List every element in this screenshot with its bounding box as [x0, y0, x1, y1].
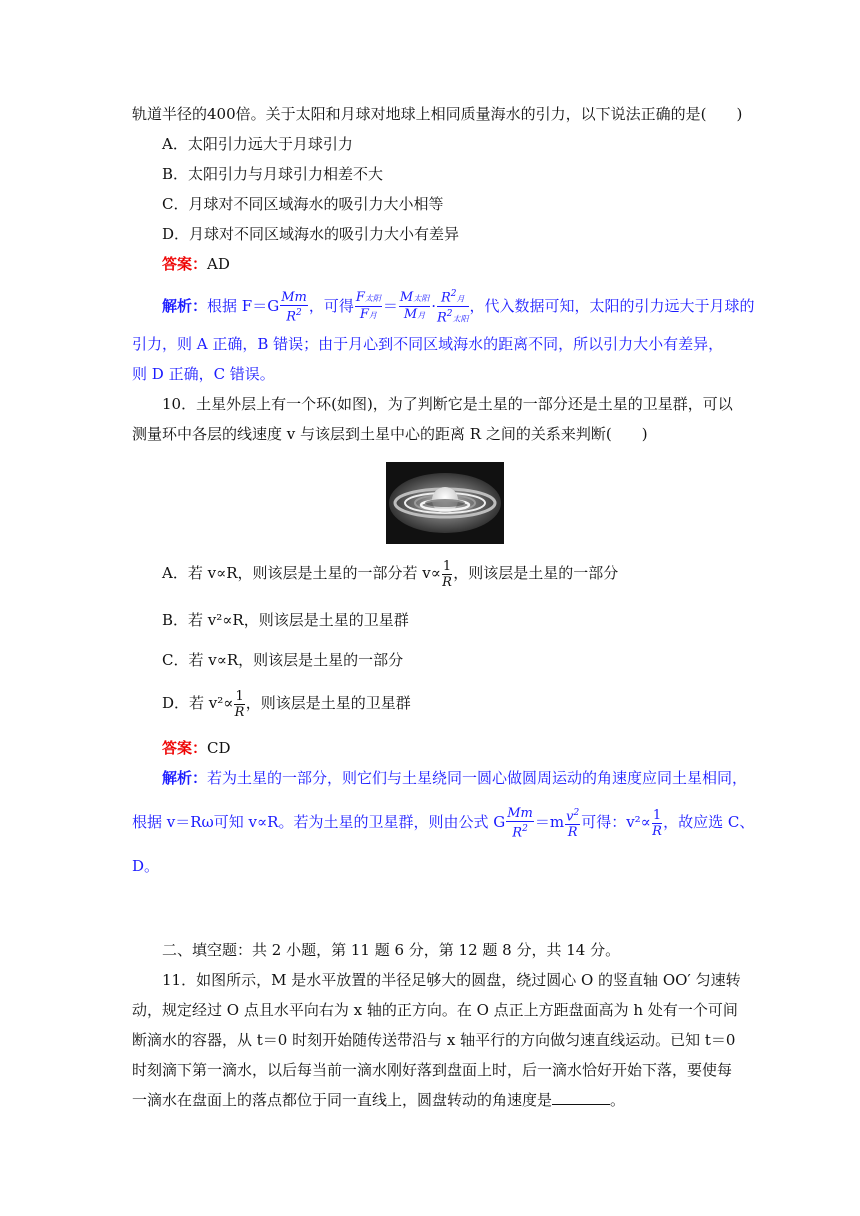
- q9-analysis-line1: 解析：根据 F＝G $\frac{Mm}{R^2}$ ，可得 $\frac{\text{F太阳}}{\text{F月}}$ ＝ $\frac{\text{M太阳}}{\text{M月}}$ · $\frac{R^2月}{R^2太阳}$ ，代入数据可知，太阳的引力远大于月球的: [162, 289, 755, 326]
- q10-analysis-line2: [132, 806, 754, 840]
- q11-line5: [132, 1090, 625, 1110]
- q10-answer: [162, 738, 231, 758]
- fraction-1-R: $\frac{1}{R}$: [652, 807, 662, 839]
- q9-option-c: C．月球对不同区域海水的吸引力大小相等: [162, 195, 444, 213]
- q9-analysis-line2: 引力，则 A 正确，B 错误；由于月心到不同区域海水的距离不同，所以引力大小有差异，: [132, 335, 724, 353]
- section-heading: 二、填空题：共 2 小题，第 11 题 6 分，第 12 题 8 分，共 14 分。: [162, 941, 621, 959]
- analysis-text: 可得：v²∝: [581, 813, 651, 832]
- option-text: ，则该层是土星的一部分: [453, 564, 619, 582]
- question-text: 一滴水在盘面上的落点都位于同一直线上，圆盘转动的角速度是: [132, 1091, 553, 1109]
- fraction-R-ratio: $\frac{R^2月}{R^2太阳}$: [436, 289, 469, 326]
- q10-option-d: [162, 688, 411, 720]
- q10-stem-line1: 10．土星外层上有一个环(如图)，为了判断它是土星的一部分还是土星的卫星群，可以: [162, 395, 733, 413]
- q9-option-a: A．太阳引力远大于月球引力: [162, 135, 353, 153]
- option-text: A．若 v∝R，则该层是土星的一部分若 v∝: [162, 564, 441, 582]
- q10-option-a: [162, 558, 618, 590]
- q10-option-c: C．若 v∝R，则该层是土星的一部分: [162, 651, 404, 669]
- answer-value: CD: [207, 739, 231, 757]
- q11-line2: 动，规定经过 O 点且水平向右为 x 轴的正方向。在 O 点正上方距盘面高为 h 处有一个可间: [132, 1001, 738, 1019]
- fraction-v2-R: $\frac{v^2}{R}$: [566, 808, 580, 841]
- answer-label: 答案：: [162, 255, 208, 273]
- q9-analysis-line3: 则 D 正确，C 错误。: [132, 365, 275, 383]
- analysis-text: 若为土星的一部分，则它们与土星绕同一圆心做圆周运动的角速度应同土星相同，: [207, 769, 748, 787]
- analysis-label: 解析：: [162, 769, 208, 787]
- fraction-Mm-R2: $\frac{Mm}{R^2}$: [281, 289, 307, 324]
- fraction-Mm-R2: $\frac{Mm}{R^2}$: [507, 806, 533, 841]
- answer-label: 答案：: [162, 739, 208, 757]
- analysis-text: ＝m: [534, 813, 565, 832]
- fraction-1-R: $\frac{1}{R}$: [234, 688, 245, 720]
- answer-blank[interactable]: [552, 1090, 610, 1105]
- fraction-F-ratio: $\frac{\text{F太阳}}{\text{F月}}$: [355, 290, 381, 323]
- q11-line1: 11．如图所示，M 是水平放置的半径足够大的圆盘，绕过圆心 O 的竖直轴 OO′ 匀速转: [162, 971, 741, 989]
- option-text: ，则该层是土星的卫星群: [245, 694, 411, 712]
- q10-analysis-line1: [162, 768, 747, 788]
- analysis-text: ，故应选 C、: [663, 813, 755, 832]
- q9-answer: [162, 254, 230, 274]
- answer-value: AD: [207, 255, 230, 273]
- fraction-M-ratio: $\frac{\text{M太阳}}{\text{M月}}$: [399, 290, 430, 323]
- fraction-1-R: $\frac{1}{R}$: [442, 558, 452, 590]
- q11-line3: 断滴水的容器，从 t＝0 时刻开始随传送带沿与 x 轴平行的方向做匀速直线运动。已知 t＝0: [132, 1031, 736, 1049]
- option-text: D．若 v²∝: [162, 694, 234, 712]
- q10-analysis-line3: D。: [132, 857, 160, 875]
- question-text: 。: [610, 1091, 626, 1109]
- analysis-label: 解析：: [162, 296, 208, 315]
- analysis-text: 根据 v＝Rω可知 v∝R。若为土星的卫星群，则由公式 G: [132, 813, 506, 832]
- analysis-text: ，可得: [308, 296, 354, 315]
- q11-line4: 时刻滴下第一滴水，以后每当前一滴水刚好落到盘面上时，后一滴水恰好开始下落，要使每: [132, 1061, 733, 1079]
- q9-option-b: B．太阳引力与月球引力相差不大: [162, 165, 384, 183]
- q10-option-b: B．若 v²∝R，则该层是土星的卫星群: [162, 611, 409, 629]
- saturn-ring-image: [386, 462, 504, 544]
- q9-stem-tail: 轨道半径的400倍。关于太阳和月球对地球上相同质量海水的引力，以下说法正确的是( ): [132, 105, 743, 123]
- analysis-text: 根据 F＝G: [207, 296, 280, 315]
- q10-stem-line2: 测量环中各层的线速度 v 与该层到土星中心的距离 R 之间的关系来判断( ): [132, 425, 648, 443]
- q9-option-d: D．月球对不同区域海水的吸引力大小有差异: [162, 225, 460, 243]
- analysis-text: ，代入数据可知，太阳的引力远大于月球的: [469, 296, 755, 315]
